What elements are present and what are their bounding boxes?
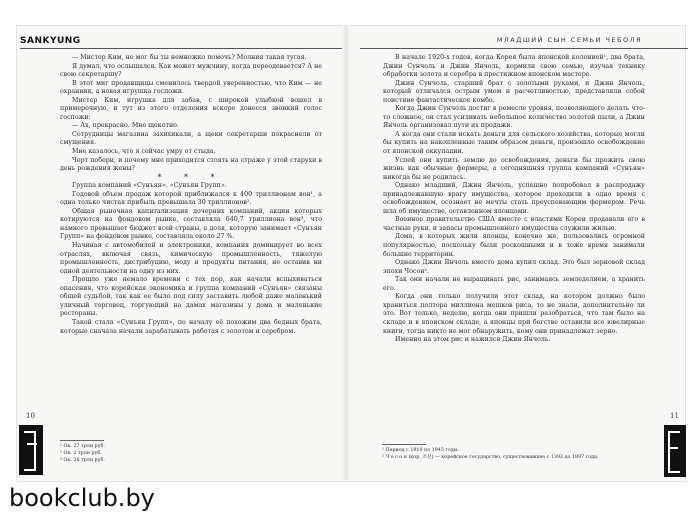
right-page-text bbox=[383, 54, 645, 345]
page-number-right: 11 bbox=[670, 412, 679, 420]
tab-glyph bbox=[24, 431, 36, 471]
footnote-rule bbox=[60, 440, 104, 441]
paragraph: Черт побери, и почему мне приходится стоять на страже у этой старухи в день рождения жены? bbox=[60, 156, 322, 173]
paragraph: Прошло уже немало времени с тех пор, как начали вспыхиваться опасения, что корейская экономика и группа компаний «Сунъян» связаны общей судьбой, так как ее было под силу заставить любой даже маленький уличный торговец, торгующий на дамах магазины у дома и маленькие рестораны. bbox=[60, 276, 322, 318]
paragraph: Когда Джин Сунчоль достиг в ремесле уровня, позволяющего делать что-то сложное, он стал усиливать небольшое количество золотой пыли, а Джин Янчоль организовал пути их продажи. bbox=[383, 105, 645, 130]
paragraph: Когда они только получили этот склад, на котором должно было храниться полтора миллиона мешков риса, то не знали, дополнительно ли это. Вот только, неделю, когда они пришли разобраться, что там было на складе и в японском складе, а японцы при бегстве оставили все ювелирные книги, тогда никто не мог обнаружить, кому они принадлежат зерно. bbox=[383, 293, 645, 335]
paragraph: Группа компаний «Сунъян». «Сунъян Групп». bbox=[72, 182, 227, 190]
running-header-left: SANKYUNG bbox=[20, 36, 81, 46]
footnote: ² Ок. 2 трлн руб. bbox=[60, 451, 102, 456]
tab-glyph bbox=[668, 431, 680, 473]
footnote: ² Ч о с о н (кор. 조선) — корейское государство, существовавшее с 1392 до 1897 года. bbox=[382, 455, 599, 460]
paragraph: В начале 1920-х годов, когда Корея была японской колонией¹, два брата, Джин Сунчоль и Джин Янчоль, кормили свою семью, изучая технику обработки золота и серебра в престижном японском мастере. bbox=[383, 54, 645, 79]
paragraph: — Мистер Ким, не мог бы ты немножко помочь? Молния такая тугая. bbox=[72, 54, 307, 61]
footnotes-right bbox=[382, 444, 652, 461]
footnote: ¹ Ок. 27 трлн руб. bbox=[60, 444, 105, 449]
page-tab-ornament-right bbox=[664, 425, 686, 477]
header-rule-right bbox=[360, 48, 688, 49]
paragraph: Такой стала «Сунъян Групп», по началу её похожим два бедных брата, которые сначала начали зарабатывать работая с золотом и серебром. bbox=[60, 318, 322, 335]
book-fold bbox=[342, 25, 350, 480]
paragraph: Мне казалось, что я сейчас умру от стыда. bbox=[72, 148, 216, 156]
paragraph: В этот миг продавщицы сменилось твердой уверенностью, что Ким — не охранник, а новая игрушка госпожи. bbox=[60, 79, 322, 96]
paragraph: Годовой объем продаж которой приближался к 400 триллионам вон¹, а одна только чистая прибыль превышала 30 триллионов². bbox=[60, 190, 322, 207]
paragraph: Я думал, что ослышался. Как может мужчину, когда переодевается? А не свою секретаршу? bbox=[60, 62, 322, 79]
paragraph: Военное правительство США вместе с властями Кореи продавали его в частные руки, и запасы промышленного имущества служили жилью. bbox=[383, 216, 645, 232]
footnote-rule bbox=[382, 444, 426, 445]
left-page-text bbox=[60, 54, 322, 336]
paragraph: Именно на этом рис и нажился Джин Янчоль. bbox=[395, 336, 551, 344]
paragraph: Успей они купить землю до освобождения, деньги бы прожить свою жизнь как обычные фермеры, а сегодняшняя группа компаний «Сунъян» никогда бы не родилась. bbox=[383, 156, 645, 181]
paragraph: Мистер Ким, игрушка для забав, с широкой улыбкой вошел в примерочную, и тут из этого отделения вскоре донесся звонкий голос госпожи: bbox=[60, 96, 322, 121]
paragraph: А когда они стали искать деньги для сельского хозяйства, которые могли бы купить на накопленные таким образом деньги, произошло освобождение от японской оккупации. bbox=[383, 130, 645, 156]
paragraph: Начиная с автомобилей и электроники, компания доминирует во всех отраслях, включая связь, химическую промышленность, тяжелую промышленность, дистрибуцию, моду и продукты питания, не оставив ни одной деятельности на одну из них. bbox=[60, 242, 322, 275]
header-rule-left bbox=[20, 48, 342, 49]
site-watermark: bookclub.by bbox=[9, 484, 155, 512]
paragraph: Общая рыночная капитализация дочерних компаний, акции которых котируются на фондовом рынке, составляла 640,7 триллиона вон³, что намного превышает бюджет всей страны, а доля, которую занимает «Сунъян Групп» на фондовом рынке, составляла около 27 %. bbox=[60, 207, 322, 241]
paragraph: Сотрудницы магазина захихикали, а щеки секретарши покраснели от смущения. bbox=[60, 130, 322, 147]
tab-glyph-bar bbox=[27, 443, 37, 445]
paragraph: Однако Джин Янчоль вместо дома купил склад. Это был зерновой склад эпохи Чосон². bbox=[383, 259, 645, 275]
tab-glyph-bar bbox=[668, 447, 678, 449]
running-header-right: МЛАДШИЙ СЫН СЕМЬИ ЧЕБОЛЯ bbox=[496, 36, 642, 44]
paragraph: Так они начали не выращивать рис, занимаясь земледелием, а хранить его. bbox=[383, 276, 645, 292]
section-separator: * * * bbox=[157, 172, 225, 182]
page-tab-ornament-left bbox=[19, 425, 43, 475]
page-number-left: 10 bbox=[26, 412, 35, 420]
footnote: ¹ Период с 1910 по 1945 годы. bbox=[382, 448, 460, 453]
paragraph: Дома, в которых жили японцы, конечно же, пользовались огромной популярностью, поскольку были роскошными и в тоже время занимали большие территории. bbox=[383, 233, 645, 258]
paragraph: Однако младший, Джин Янчоль, успешно попробовал в распродажу принадлежавшую врагу имущества, которое проходили в одно время с освобождением, осознает не мечты стать преуспевающим фермером. Речь шла об имуществе, оставленном японцами. bbox=[383, 182, 645, 215]
paragraph: — Ах, прекрасно. Мне щекотно. bbox=[72, 122, 179, 130]
footnotes-left bbox=[60, 440, 180, 464]
paragraph: Джин Сунчоль, старший брат с золотыми руками, и Джин Янчоль, который отличался острым умом и расчетливостью, представляли собой поистине фантастическое комбо. bbox=[383, 79, 645, 104]
footnote: ³ Ок. 26 трлн руб. bbox=[60, 458, 105, 463]
